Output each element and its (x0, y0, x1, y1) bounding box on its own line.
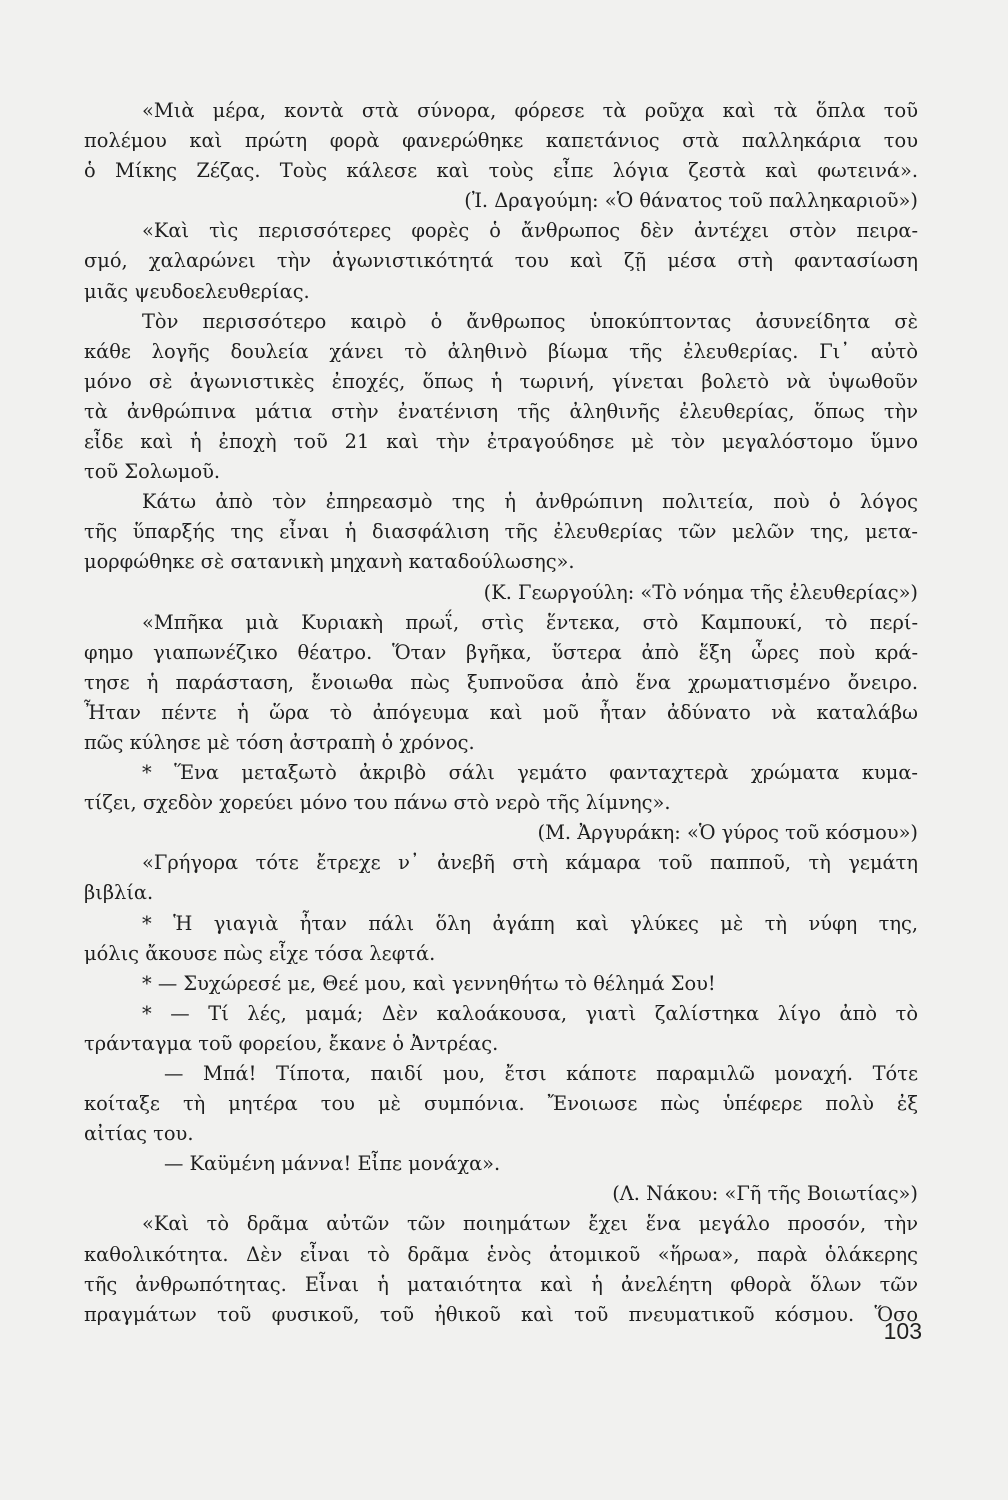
citation: (Μ. Ἀργυράκη: «Ὁ γύρος τοῦ κόσμου») (537, 821, 918, 845)
text-line: «Μπῆκα μιὰ Κυριακὴ πρωΐ, στὶς ἕντεκα, στὸ Καμπουκί, τὸ περί- (142, 610, 918, 634)
text-line: τράνταγμα τοῦ φορείου, ἔκανε ὁ Ἀντρέας. (84, 1031, 499, 1055)
text-line: — Καϋμένη μάννα! Εἶπε μονάχα». (164, 1152, 501, 1176)
text-line: * Ἡ γιαγιὰ ἦταν πάλι ὅλη ἀγάπη καὶ γλύκες μὲ τὴ νύφη της, (142, 911, 918, 935)
text-line: μόλις ἄκουσε πὼς εἶχε τόσα λεφτά. (84, 941, 436, 965)
text-line: καθολικότητα. Δὲν εἶναι τὸ δρᾶμα ἑνὸς ἀτομικοῦ «ἥρωα», παρὰ ὁλάκερης (84, 1242, 918, 1266)
text-line: * — Τί λές, μαμά; Δὲν καλοάκουσα, γιατὶ ζαλίστηκα λίγο ἀπὸ τὸ (142, 1001, 918, 1025)
text-line: ὁ Μίκης Ζέζας. Τοὺς κάλεσε καὶ τοὺς εἶπε λόγια ζεστὰ καὶ φωτεινά». (84, 159, 918, 183)
text-line: εἶδε καὶ ἡ ἐποχὴ τοῦ 21 καὶ τὴν ἐτραγούδησε μὲ τὸν μεγαλόστομο ὕμνο (84, 430, 918, 454)
text-line: * Ἕνα μεταξωτὸ ἀκριβὸ σάλι γεμάτο φανταχτερὰ χρώματα κυμα- (142, 761, 918, 785)
text-line: φημο γιαπωνέζικο θέατρο. Ὅταν βγῆκα, ὕστερα ἀπὸ ἕξη ὧρες ποὺ κρά- (84, 640, 918, 664)
text-line: τοῦ Σολωμοῦ. (84, 460, 221, 484)
text-line: τῆς ὕπαρξής της εἶναι ἡ διασφάλιση τῆς ἐλευθερίας τῶν μελῶν της, μετα- (84, 520, 918, 544)
text-line: κοίταξε τὴ μητέρα του μὲ συμπόνια. Ἔνοιωσε πὼς ὑπέφερε πολὺ ἐξ (84, 1092, 918, 1116)
text-line: «Καὶ τὶς περισσότερες φορὲς ὁ ἄνθρωπος δὲν ἀντέχει στὸν πειρα- (142, 219, 918, 243)
text-line: τίζει, σχεδὸν χορεύει μόνο του πάνω στὸ νερὸ τῆς λίμνης». (84, 791, 671, 815)
page-number: 103 (883, 1318, 922, 1344)
text-line: βιβλία. (84, 881, 154, 905)
text-line: σμό, χαλαρώνει τὴν ἀγωνιστικότητά του καὶ ζῇ μέσα στὴ φαντασίωση (84, 249, 918, 273)
text-line: μιᾶς ψευδοελευθερίας. (84, 279, 310, 303)
text-line: Κάτω ἀπὸ τὸν ἐπηρεασμὸ της ἡ ἀνθρώπινη πολιτεία, ποὺ ὁ λόγος (142, 490, 918, 514)
citation: (Λ. Νάκου: «Γῆ τῆς Βοιωτίας») (612, 1182, 918, 1206)
text-line: πῶς κύλησε μὲ τόση ἀστραπὴ ὁ χρόνος. (84, 730, 475, 754)
text-line: κάθε λογῆς δουλεία χάνει τὸ ἀληθινὸ βίωμα τῆς ἐλευθερίας. Γι᾽ αὐτὸ (84, 339, 918, 363)
citation: (Κ. Γεωργούλη: «Τὸ νόημα τῆς ἐλευθερίας») (483, 580, 918, 604)
text-line: Ἦταν πέντε ἡ ὥρα τὸ ἀπόγευμα καὶ μοῦ ἦταν ἀδύνατο νὰ καταλάβω (84, 700, 918, 724)
text-line: τησε ἡ παράσταση, ἔνοιωθα πὼς ξυπνοῦσα ἀπὸ ἕνα χρωματισμένο ὄνειρο. (84, 670, 918, 694)
text-line: Τὸν περισσότερο καιρὸ ὁ ἄνθρωπος ὑποκύπτοντας ἀσυνείδητα σὲ (142, 309, 918, 333)
text-line: «Γρήγορα τότε ἔτρεχε ν᾽ ἀνεβῆ στὴ κάμαρα τοῦ παπποῦ, τὴ γεμάτη (142, 851, 918, 875)
text-line: — Μπά! Τίποτα, παιδί μου, ἔτσι κάποτε παραμιλῶ μοναχή. Τότε (164, 1062, 918, 1085)
text-line: «Καὶ τὸ δρᾶμα αὐτῶν τῶν ποιημάτων ἔχει ἕνα μεγάλο προσόν, τὴν (142, 1212, 918, 1236)
text-line: * — Συχώρεσέ με, Θεέ μου, καὶ γεννηθήτω τὸ θέλημά Σου! (142, 971, 716, 995)
body-text (84, 96, 918, 1330)
text-line: μορφώθηκε σὲ σατανικὴ μηχανὴ καταδούλωσης». (84, 550, 575, 574)
text-line: μόνο σὲ ἀγωνιστικὲς ἐποχές, ὅπως ἡ τωρινή, γίνεται βολετὸ νὰ ὑψωθοῦν (84, 369, 918, 393)
text-line: πραγμάτων τοῦ φυσικοῦ, τοῦ ἠθικοῦ καὶ τοῦ πνευματικοῦ κόσμου. Ὅσο (84, 1302, 918, 1326)
text-line: πολέμου καὶ πρώτη φορὰ φανερώθηκε καπετάνιος στὰ παλληκάρια του (84, 129, 918, 153)
text-line: «Μιὰ μέρα, κοντὰ στὰ σύνορα, φόρεσε τὰ ροῦχα καὶ τὰ ὅπλα τοῦ (142, 99, 918, 122)
text-line: αἰτίας του. (84, 1122, 194, 1146)
text-line: τὰ ἀνθρώπινα μάτια στὴν ἐνατένιση τῆς ἀληθινῆς ἐλευθερίας, ὅπως τὴν (84, 399, 918, 423)
citation: (Ἰ. Δραγούμη: «Ὁ θάνατος τοῦ παλληκαριοῦ») (464, 189, 918, 213)
text-line: τῆς ἀνθρωπότητας. Εἶναι ἡ ματαιότητα καὶ ἡ ἀνελέητη φθορὰ ὅλων τῶν (84, 1272, 918, 1296)
